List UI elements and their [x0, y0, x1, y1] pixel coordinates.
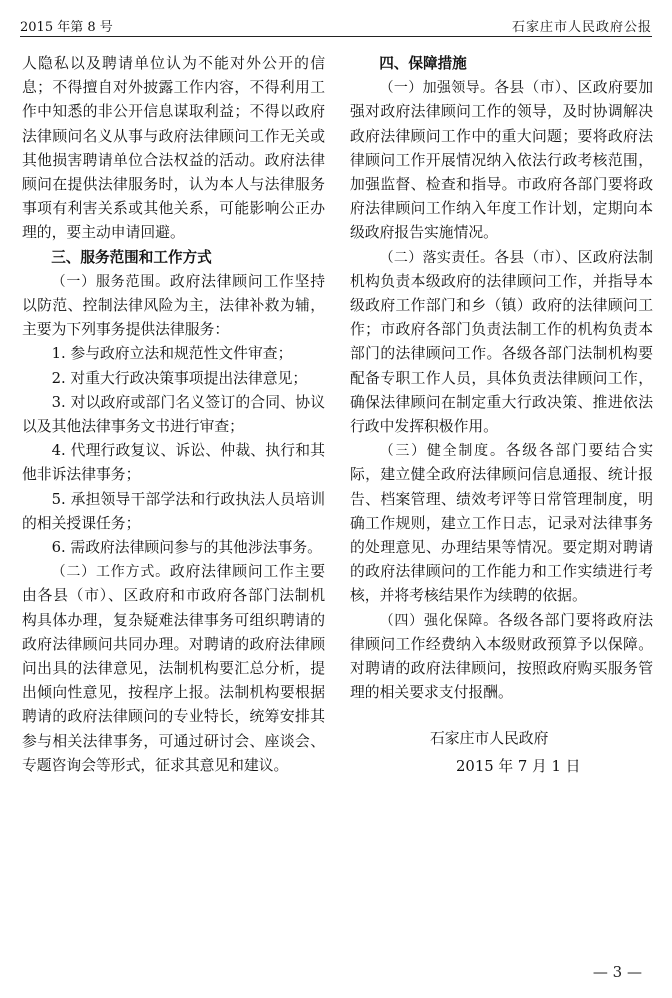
- responsibility-text: 各县（市）、区政府法制机构负责本级政府的法律顾问工作，并指导本级政府工作部门和乡（镇）政府的法律顾问工作；市政府各部门负责法制工作的机构负责本部门的法律顾问工作。各级各部门法制机构要配备专职工作人员，具体负责法律顾问工作，确保法律顾问在制定重大行政决策、推进依法行政中发挥积极作用。: [350, 248, 653, 436]
- method-text: 政府法律顾问工作主要由各县（市）、区政府和市政府各部门法制机构具体办理，复杂疑难法律事务可组织聘请的政府法律顾问共同办理。对聘请的政府法律顾问出具的法律意见，法制机构要汇总分析，提出倾向性意见，按程序上报。法制机构要根据聘请的政府法律顾问的专业特长，统筹安排其参与相关法律事务，可通过研讨会、座谈会、专题咨询会等形式，征求其意见和建议。: [22, 563, 325, 774]
- page-header: [20, 12, 652, 37]
- method-paragraph: [22, 560, 325, 778]
- responsibility-label: （二）落实责任。: [379, 249, 495, 266]
- scope-label: （一）服务范围。: [51, 273, 170, 290]
- list-item: 2. 对重大行政决策事项提出法律意见；: [51, 369, 308, 387]
- publication-title: 石家庄市人民政府公报: [511, 20, 652, 35]
- guarantee-label: （四）强化保障。: [379, 612, 498, 629]
- list-item: 6. 需政府法律顾问参与的其他涉法事务。: [51, 539, 322, 557]
- page-number: — 3 —: [592, 963, 642, 981]
- system-paragraph: [350, 439, 653, 608]
- responsibility-paragraph: [350, 246, 653, 440]
- signature-date: 2015 年 7 月 1 日: [456, 758, 581, 776]
- intro-paragraph: 人隐私以及聘请单位认为不能对外公开的信息；不得擅自对外披露工作内容，不得利用工作中知悉的非公开信息谋取利益；不得以政府法律顾问名义从事与政府法律顾问工作无关或其他损害聘请单位合法权益的活动。政府法律顾问在提供法律服务时，认为本人与法律服务事项有利害关系或其他关系，可能影响公正办理的，要主动申请回避。: [22, 55, 325, 242]
- system-label: （三）健全制度。: [379, 443, 506, 460]
- guarantee-text: 各级各部门要将政府法律顾问工作经费纳入本级财政预算予以保障。对聘请的政府法律顾问，按照政府购买服务管理的相关要求支付报酬。: [350, 611, 653, 702]
- section3-heading: 三、服务范围和工作方式: [51, 248, 212, 266]
- scope-text: 政府法律顾问工作坚持以防范、控制法律风险为主，法律补救为辅，主要为下列事务提供法律服务：: [22, 272, 325, 339]
- method-label: （二）工作方式。: [51, 564, 170, 581]
- guarantee-paragraph: [350, 609, 653, 706]
- signature-organization: 石家庄市人民政府: [430, 730, 549, 748]
- section4-heading: 四、保障措施: [379, 55, 467, 72]
- system-text: 各级各部门要结合实际，建立健全政府法律顾问信息通报、统计报告、档案管理、绩效考评等日常管理制度，明确工作规则，建立工作日志，记录对法律事务的处理意见、办理结果等情况。要定期对聘请的政府法律顾问的工作能力和工作实绩进行考核，并将考核结果作为续聘的依据。: [350, 442, 653, 605]
- list-item: 4. 代理行政复议、诉讼、仲裁、执行和其他非诉法律事务；: [22, 442, 325, 484]
- right-column: [350, 52, 653, 781]
- scope-paragraph: [22, 270, 325, 343]
- list-item: 5. 承担领导干部学法和行政执法人员培训的相关授课任务；: [22, 490, 325, 532]
- list-item: 3. 对以政府或部门名义签订的合同、协议以及其他法律事务文书进行审查；: [22, 393, 325, 436]
- leadership-label: （一）加强领导。: [379, 80, 495, 97]
- leadership-paragraph: [350, 76, 653, 245]
- issue-number: 2015 年第 8 号: [20, 20, 113, 35]
- leadership-text: 各县（市）、区政府要加强对政府法律顾问工作的领导，及时协调解决政府法律顾问工作中的重大问题；要将政府法律顾问工作开展情况纳入依法行政考核范围，加强监督、检查和指导。市政府各部门要将政府法律顾问工作纳入年度工作计划，定期向本级政府报告实施情况。: [350, 79, 653, 242]
- list-item: 1. 参与政府立法和规范性文件审查；: [51, 345, 293, 363]
- left-column: [22, 52, 325, 778]
- signature-block: [350, 725, 653, 781]
